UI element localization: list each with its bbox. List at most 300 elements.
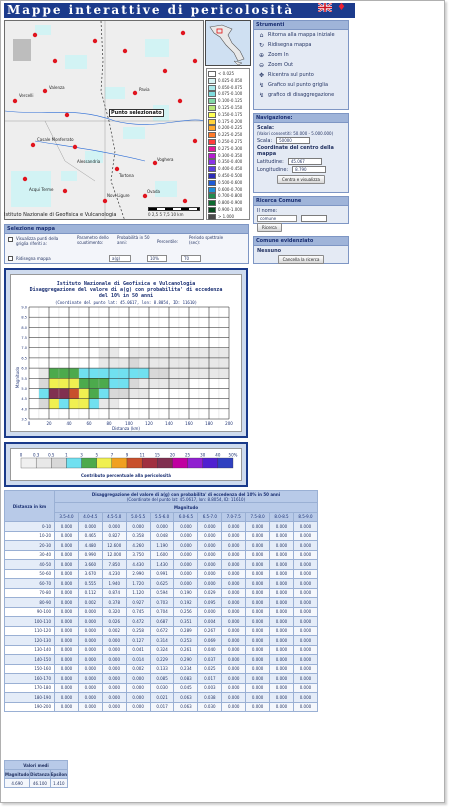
heatmap-cell: [49, 358, 59, 368]
legend-swatch: [208, 132, 216, 138]
heatmap-cell: [69, 378, 79, 388]
heatmap-cell: [179, 307, 189, 317]
value-cell: 0.000: [270, 626, 294, 636]
heatmap-cell: [139, 327, 149, 337]
heatmap-cell: [59, 307, 69, 317]
heatmap-cell: [159, 317, 169, 327]
value-cell: 12.000: [102, 550, 126, 560]
value-cell: 0.256: [174, 607, 198, 617]
heatmap-cell: [159, 338, 169, 348]
heatmap-cell: [59, 338, 69, 348]
tool-refresh[interactable]: [254, 40, 348, 50]
heatmap-cell: [129, 368, 139, 378]
value-cell: 0.003: [198, 683, 222, 693]
legend-label: 0.225-0.250: [218, 132, 243, 138]
value-cell: 0.000: [270, 702, 294, 712]
value-cell: 0.000: [293, 569, 317, 579]
tool-zoom-out[interactable]: [254, 60, 348, 70]
legend-swatch: [208, 146, 216, 152]
heatmap-cell: [179, 327, 189, 337]
color-scale-tick: 20: [169, 452, 175, 458]
table-row: [5, 655, 318, 665]
heatmap-cell: [139, 388, 149, 398]
heatmap-cell: [139, 358, 149, 368]
value-cell: 0.000: [293, 674, 317, 684]
legend-swatch: [208, 207, 216, 213]
x-tick-label: 120: [145, 421, 153, 426]
legend-swatch: [208, 98, 216, 104]
value-cell: 0.192: [174, 598, 198, 608]
value-cell: 0.358: [126, 531, 150, 541]
heatmap-cell: [199, 368, 209, 378]
heatmap-cell: [129, 399, 139, 409]
heatmap-cell: [29, 327, 39, 337]
heatmap-cell: [69, 388, 79, 398]
comune-select[interactable]: comune: [257, 215, 297, 222]
tool-home[interactable]: [254, 30, 348, 40]
chart-ylabel: Magnitudo: [15, 366, 21, 389]
legend-label: 0.200-0.225: [218, 125, 243, 131]
value-cell: 0.000: [246, 588, 270, 598]
value-cell: 1.120: [126, 588, 150, 598]
heatmap-cell: [79, 388, 89, 398]
town-label: Novi Ligure: [107, 193, 130, 198]
table-row: [5, 569, 318, 579]
heatmap-cell: [69, 368, 79, 378]
heatmap-cell: [209, 358, 219, 368]
heatmap-cell: [169, 338, 179, 348]
heatmap-cell: [39, 378, 49, 388]
value-cell: 0.000: [270, 607, 294, 617]
color-scale-swatch: [66, 458, 81, 468]
value-cell: 0.026: [102, 617, 126, 627]
heatmap-cell: [99, 307, 109, 317]
parametro-label: Parametro dello scuotimento:: [77, 235, 109, 245]
heatmap-cell: [39, 388, 49, 398]
legend-swatch: [208, 180, 216, 186]
distance-cell: 180-190: [5, 693, 55, 703]
table-row: [5, 607, 318, 617]
value-cell: 0.000: [293, 655, 317, 665]
heatmap-cell: [109, 378, 119, 388]
redraw-checkbox[interactable]: [8, 256, 13, 261]
tool-center[interactable]: [254, 70, 348, 80]
value-cell: 0.000: [55, 617, 79, 627]
magnitude-bin-header: 8.5-9.0: [293, 512, 317, 522]
value-cell: 0.000: [55, 579, 79, 589]
heatmap-cell: [109, 399, 119, 409]
value-cell: 0.000: [102, 655, 126, 665]
value-cell: 0.000: [55, 683, 79, 693]
heatmap-cell: [189, 348, 199, 358]
value-cell: 0.000: [198, 541, 222, 551]
heatmap-cell: [189, 409, 199, 419]
value-cell: 0.063: [174, 702, 198, 712]
value-cell: 3.660: [78, 560, 102, 570]
legend-swatch: [208, 91, 216, 97]
map-selection-header: Selezione mappa: [5, 225, 248, 234]
heatmap-cell: [189, 388, 199, 398]
heatmap-cell: [49, 409, 59, 419]
navigation-panel: [253, 113, 349, 193]
color-scale-swatch: [203, 458, 218, 468]
value-cell: 0.000: [174, 560, 198, 570]
heatmap-cell: [169, 358, 179, 368]
value-cell: 0.000: [55, 664, 79, 674]
legend-label: 0.050-0.075: [218, 84, 243, 90]
value-cell: 0.000: [293, 560, 317, 570]
uk-flag-icon[interactable]: [318, 3, 332, 12]
value-cell: 0.000: [246, 522, 270, 532]
value-cell: 0.000: [270, 598, 294, 608]
heatmap-cell: [149, 388, 159, 398]
periodo-select[interactable]: T0: [181, 255, 201, 262]
table-title-text: Disaggregazione del valore di a(g) con probabilita' di eccedenza del 10% in 50 anni: [91, 491, 281, 497]
value-cell: 0.000: [55, 598, 79, 608]
value-cell: 0.000: [55, 560, 79, 570]
value-cell: 0.000: [126, 522, 150, 532]
value-cell: 0.000: [174, 541, 198, 551]
distance-cell: 130-140: [5, 645, 55, 655]
y-tick-label: 8.0: [21, 325, 27, 330]
value-cell: 0.000: [246, 655, 270, 665]
heatmap-cell: [99, 348, 109, 358]
heatmap-cell: [109, 409, 119, 419]
value-cell: 1.940: [102, 579, 126, 589]
heatmap-cell: [89, 348, 99, 358]
value-cell: 1.430: [150, 560, 174, 570]
value-cell: 0.000: [55, 655, 79, 665]
value-cell: 0.037: [198, 655, 222, 665]
heatmap-cell: [169, 409, 179, 419]
heatmap-cell: [209, 327, 219, 337]
color-scale-tick: 15: [154, 452, 160, 458]
heatmap-cell: [49, 327, 59, 337]
mean-header: Epsilon: [50, 771, 68, 777]
mean-value: 1.410: [50, 779, 67, 788]
value-cell: 0.472: [126, 617, 150, 627]
value-cell: 0.827: [102, 531, 126, 541]
app-title: Mappe interattive di pericolosità: [4, 3, 355, 18]
tool-zoom-in[interactable]: [254, 50, 348, 60]
tool-hazard-graph[interactable]: [254, 80, 348, 90]
highlighted-value: Nessuno: [257, 248, 282, 254]
heatmap-cell: [169, 378, 179, 388]
legend-label: 0.150-0.175: [218, 111, 243, 117]
italy-overview-map[interactable]: [205, 20, 251, 66]
heatmap-cell: [69, 327, 79, 337]
town-label: Tortona: [119, 173, 134, 178]
value-cell: 0.000: [246, 636, 270, 646]
table-row: [5, 693, 318, 703]
mean-header: Magnitudo: [5, 771, 30, 777]
value-cell: 0.000: [174, 579, 198, 589]
heatmap-cell: [69, 348, 79, 358]
value-cell: 0.038: [198, 693, 222, 703]
table-row: [5, 579, 318, 589]
heatmap-cell: [139, 338, 149, 348]
value-cell: 0.000: [270, 550, 294, 560]
comune-input[interactable]: [301, 215, 327, 222]
heatmap-cell: [199, 307, 209, 317]
table-subtitle: (Coordinate del punto lat: 45.0617, lon: 8.8054, ID: 11610): [126, 496, 246, 502]
value-cell: 0.000: [198, 531, 222, 541]
help-icon[interactable]: ♦: [337, 2, 346, 13]
value-cell: 0.002: [78, 598, 102, 608]
value-cell: 0.000: [78, 645, 102, 655]
value-cell: 0.025: [198, 664, 222, 674]
distance-cell: 80-90: [5, 598, 55, 608]
heatmap-cell: [79, 307, 89, 317]
heatmap-cell: [29, 399, 39, 409]
value-cell: 0.000: [270, 693, 294, 703]
value-cell: 0.000: [222, 655, 246, 665]
value-cell: 0.000: [246, 560, 270, 570]
table-row: [5, 683, 318, 693]
show-grid-label: Visualizza punti della griglia riferiti a:: [16, 236, 59, 246]
heatmap-cell: [129, 307, 139, 317]
heatmap-cell: [79, 378, 89, 388]
legend-swatch: [208, 153, 216, 159]
color-scale-tick: 1: [65, 452, 68, 458]
value-cell: 0.029: [198, 588, 222, 598]
periodo-label: Periodo spettrale (sec):: [189, 235, 224, 245]
heatmap-cell: [39, 338, 49, 348]
map-legend: [206, 68, 250, 220]
value-cell: 0.000: [270, 531, 294, 541]
heatmap-cell: [79, 358, 89, 368]
comune-search-button[interactable]: Ricerca: [257, 223, 282, 232]
disaggregation-table: [4, 490, 318, 712]
value-cell: 0.000: [270, 655, 294, 665]
town-label: Ovada: [147, 189, 160, 194]
disaggregation-chart: [10, 274, 242, 432]
legend-label: 0.900-1.000: [218, 207, 243, 212]
heatmap-cell: [89, 409, 99, 419]
heatmap-cell: [209, 317, 219, 327]
legend-swatch: [208, 105, 216, 111]
scala-input[interactable]: 50000: [276, 137, 310, 144]
color-scale-tick: 50%: [228, 452, 238, 458]
color-scale-swatch: [218, 458, 233, 468]
color-scale-tick: 9: [125, 452, 129, 458]
tool-label: Zoom Out: [268, 62, 294, 68]
heatmap-cell: [209, 307, 219, 317]
color-scale-svg: [11, 452, 243, 474]
value-cell: 0.014: [126, 655, 150, 665]
value-cell: 0.000: [78, 522, 102, 532]
heatmap-cell: [139, 348, 149, 358]
heatmap-cell: [49, 378, 59, 388]
value-cell: 0.030: [150, 683, 174, 693]
value-cell: 0.324: [150, 645, 174, 655]
legend-label: 0.600-0.700: [218, 186, 243, 192]
value-cell: 0.112: [78, 588, 102, 598]
value-cell: 0.000: [293, 693, 317, 703]
value-cell: 0.000: [222, 702, 246, 712]
heatmap-cell: [159, 327, 169, 337]
mean-title: Valori medi: [5, 761, 68, 770]
legend-swatch: [208, 159, 216, 165]
town-label: Alessandria: [77, 159, 101, 164]
distance-cell: 190-200: [5, 702, 55, 712]
value-cell: 0.000: [270, 560, 294, 570]
value-cell: 0.000: [293, 588, 317, 598]
show-grid-checkbox[interactable]: [8, 237, 13, 242]
value-cell: 0.000: [270, 588, 294, 598]
value-cell: 0.002: [102, 626, 126, 636]
value-cell: 1.720: [126, 579, 150, 589]
center-map-button[interactable]: Centra e visualizza: [277, 175, 325, 184]
value-cell: 0.000: [222, 522, 246, 532]
heatmap-cell: [219, 358, 229, 368]
value-cell: 0.927: [126, 598, 150, 608]
hazard-map[interactable]: [4, 20, 204, 220]
color-scale-swatch: [97, 458, 112, 468]
heatmap-cell: [89, 368, 99, 378]
value-cell: 0.000: [222, 674, 246, 684]
heatmap-cell: [69, 358, 79, 368]
heatmap-cell: [89, 338, 99, 348]
legend-label: 0.350-0.400: [218, 159, 243, 165]
coords-label: Coordinate del centro della mappa: [257, 145, 334, 157]
value-cell: 0.000: [246, 541, 270, 551]
heatmap-cell: [179, 409, 189, 419]
heatmap-cell: [169, 327, 179, 337]
value-cell: 0.000: [102, 683, 126, 693]
value-cell: 0.000: [222, 598, 246, 608]
heatmap-cell: [159, 358, 169, 368]
legend-label: 0.075-0.100: [218, 91, 243, 97]
value-cell: 0.000: [222, 550, 246, 560]
magnitude-bin-header: 5.5-6.0: [150, 512, 174, 522]
heatmap-cell: [209, 378, 219, 388]
disaggregation-icon: ↯: [258, 91, 265, 99]
selected-point-label[interactable]: Punto selezionato: [111, 110, 162, 116]
heatmap-cell: [159, 388, 169, 398]
percentile-label: Percentile:: [157, 239, 179, 244]
legend-swatch: [208, 119, 216, 125]
value-cell: 0.000: [55, 636, 79, 646]
chart-legend-panel: [4, 442, 248, 487]
value-cell: 0.234: [174, 664, 198, 674]
value-cell: 0.378: [102, 598, 126, 608]
value-cell: 0.000: [246, 674, 270, 684]
color-scale-swatch: [51, 458, 66, 468]
color-scale-tick: 0.5: [48, 452, 55, 458]
heatmap-cell: [179, 368, 189, 378]
x-tick-label: 140: [165, 421, 173, 426]
heatmap-cell: [169, 317, 179, 327]
lat-input[interactable]: 45.067: [288, 158, 322, 165]
heatmap-cell: [179, 358, 189, 368]
heatmap-cell: [189, 399, 199, 409]
color-scale-swatch: [142, 458, 157, 468]
y-tick-label: 3.5: [21, 417, 27, 422]
tool-disaggregation[interactable]: [254, 90, 348, 100]
lon-input[interactable]: 8.790: [292, 166, 326, 173]
table-row: [5, 626, 318, 636]
y-tick-label: 5.0: [21, 386, 27, 391]
legend-label: 0.800-0.900: [218, 200, 243, 206]
value-cell: 0.672: [150, 626, 174, 636]
heatmap-cell: [169, 388, 179, 398]
y-tick-label: 5.5: [21, 376, 27, 381]
table-row: [5, 664, 318, 674]
heatmap-cell: [209, 338, 219, 348]
value-cell: 0.017: [198, 674, 222, 684]
heatmap-cell: [109, 388, 119, 398]
distance-cell: 0-10: [5, 522, 55, 532]
value-cell: 0.021: [150, 693, 174, 703]
tool-label: Ridisegna mappa: [268, 42, 312, 48]
value-cell: 0.000: [55, 702, 79, 712]
prob-label: Probabilità in 50 anni:: [117, 235, 150, 245]
value-cell: 0.000: [246, 683, 270, 693]
legend-label: 0.450-0.500: [218, 173, 243, 178]
highlighted-header: Comune evidenziato: [254, 237, 348, 246]
heatmap-cell: [199, 409, 209, 419]
value-cell: 0.000: [78, 702, 102, 712]
legend-label: 0.100-0.125: [218, 98, 243, 104]
table-row: [5, 550, 318, 560]
y-tick-label: 4.0: [21, 407, 27, 412]
value-cell: 0.874: [102, 588, 126, 598]
heatmap-cell: [49, 399, 59, 409]
value-cell: 0.000: [102, 664, 126, 674]
heatmap-cell: [29, 338, 39, 348]
prob-select[interactable]: 10%: [147, 255, 167, 262]
heatmap-cell: [219, 317, 229, 327]
value-cell: 0.000: [174, 550, 198, 560]
color-scale-label: Contributo percentuale alla pericolosità: [80, 473, 172, 478]
heatmap-cell: [29, 307, 39, 317]
legend-label: 0.400-0.450: [218, 166, 243, 172]
heatmap-cell: [159, 307, 169, 317]
color-scale-swatch: [127, 458, 142, 468]
heatmap-cell: [49, 317, 59, 327]
value-cell: 0.000: [293, 645, 317, 655]
chart-title-3: del 10% in 50 anni: [98, 293, 154, 299]
heatmap-cell: [69, 307, 79, 317]
magnitude-bin-header: 4.5-5.0: [102, 512, 126, 522]
heatmap-cell: [179, 338, 189, 348]
heatmap-cell: [189, 307, 199, 317]
heatmap-cell: [119, 378, 129, 388]
x-tick-label: 20: [46, 421, 52, 426]
scale-bar-label: 0 2,5 5 7,5 10 km: [148, 212, 184, 217]
heatmap-cell: [119, 388, 129, 398]
y-tick-label: 7.0: [21, 346, 27, 351]
heatmap-cell: [129, 327, 139, 337]
heatmap-cell: [139, 378, 149, 388]
heatmap-cell: [99, 409, 109, 419]
value-cell: 4.230: [102, 569, 126, 579]
parametro-select[interactable]: a(g): [109, 255, 131, 262]
heatmap-cell: [179, 388, 189, 398]
town-label: Valenza: [49, 85, 65, 90]
value-cell: 0.258: [126, 626, 150, 636]
clear-search-button[interactable]: Cancella la ricerca: [278, 255, 325, 264]
heatmap-cell: [149, 399, 159, 409]
distance-cell: 90-100: [5, 607, 55, 617]
heatmap-cell: [29, 348, 39, 358]
value-cell: 0.000: [102, 645, 126, 655]
heatmap-cell: [59, 388, 69, 398]
legend-swatch: [208, 85, 216, 91]
heatmap-cell: [49, 388, 59, 398]
y-tick-label: 9.0: [21, 305, 27, 310]
